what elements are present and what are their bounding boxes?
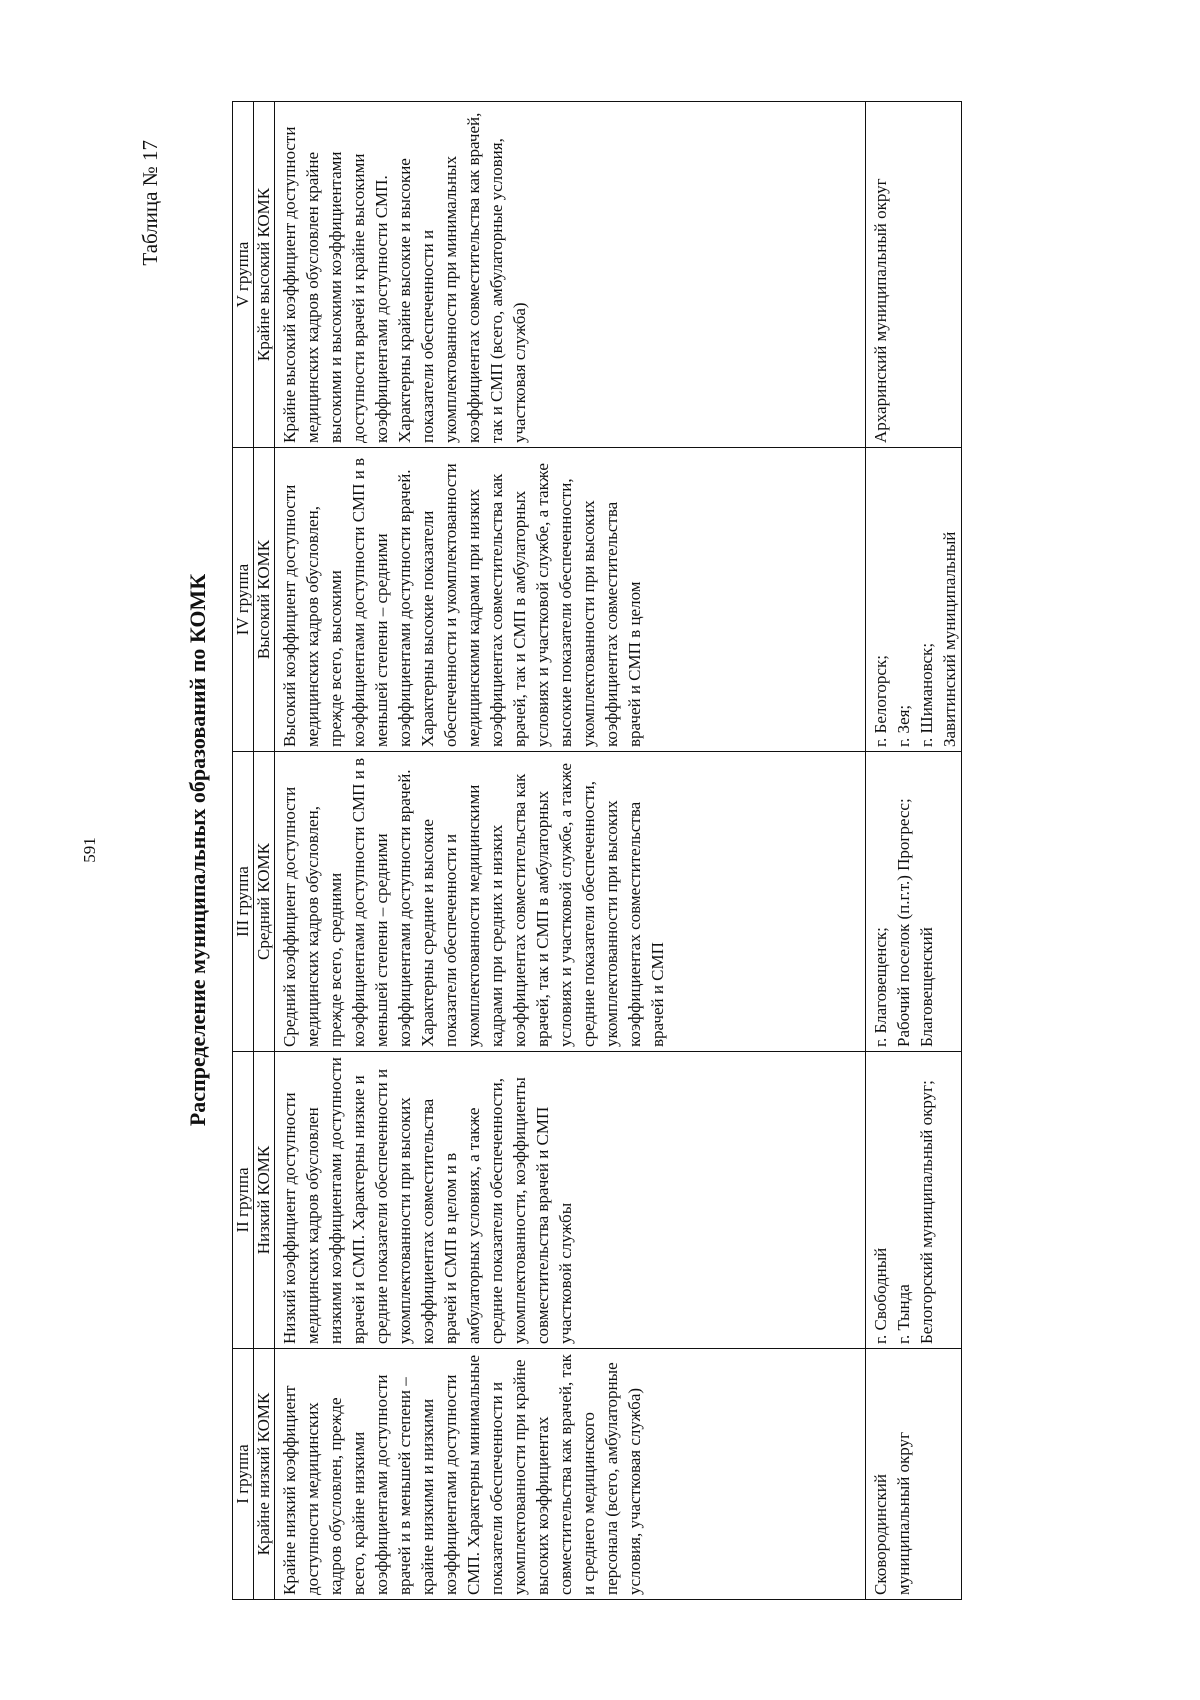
header-level-5: Крайне высокий КОМК xyxy=(254,102,275,448)
municipalities-group-5: Архаринский муниципальный округ xyxy=(866,102,962,448)
header-row-levels xyxy=(254,102,275,1600)
header-group-4: IV группа xyxy=(233,448,254,752)
header-group-3: III группа xyxy=(233,752,254,1052)
header-level-1: Крайне низкий КОМК xyxy=(254,1349,275,1600)
description-group-3: Средний коэффициент доступности медицинских кадров обусловлен, прежде всего, средними коэффициентами доступности СМП и в меньшей степени – средними коэффициентами доступности врачей. Характерны средние и высокие показатели обеспеченности и укомплектованности медицинскими кадрами при средних и низких коэффициентах совместительства как врачей, так и СМП в амбулаторных условиях и участковой службе, а также средние показатели обеспеченности, укомплектованности при высоких коэффициентах совместительства врачей и СМП xyxy=(275,752,866,1052)
header-group-5: V группа xyxy=(233,102,254,448)
header-row-groups xyxy=(233,102,254,1600)
municipalities-group-3: г. Благовещенск; Рабочий поселок (п.г.т.) Прогресс; Благовещенский xyxy=(866,752,962,1052)
municipalities-group-2: г. Свободный г. Тында Белогорский муниципальный округ; xyxy=(866,1052,962,1349)
table-label: Таблица № 17 xyxy=(138,140,162,266)
description-group-1: Крайне низкий коэффициент доступности медицинских кадров обусловлен, прежде всего, крайне низкими коэффициентами доступности врачей и в меньшей степени – крайне низкими и низкими коэффициентами доступности СМП. Характерны минимальные показатели обеспеченности и укомплектованности при крайне высоких коэффициентах совместительства как врачей, так и среднего медицинского персонала (всего, амбулаторные условия, участковая служба) xyxy=(275,1349,866,1600)
page-title: Распределение муниципальных образований по КОМК xyxy=(185,573,210,1127)
municipalities-row xyxy=(866,102,962,1600)
header-level-4: Высокий КОМК xyxy=(254,448,275,752)
header-level-2: Низкий КОМК xyxy=(254,1052,275,1349)
header-level-3: Средний КОМК xyxy=(254,752,275,1052)
municipalities-group-4: г. Белогорск; г. Зея; г. Шимановск; Завитинский муниципальный xyxy=(866,448,962,752)
header-group-2: II группа xyxy=(233,1052,254,1349)
description-group-2: Низкий коэффициент доступности медицинских кадров обусловлен низкими коэффициентами доступности врачей и СМП. Характерны низкие и средние показатели обеспеченности и укомплектованности при высоких коэффициентах совместительства врачей и СМП в целом и в амбулаторных условиях, а также средние показатели обеспеченности, укомплектованности, коэффициенты совместительства врачей и СМП участковой службы xyxy=(275,1052,866,1349)
page-number: 591 xyxy=(80,837,99,863)
description-group-4: Высокий коэффициент доступности медицинских кадров обусловлен, прежде всего, высокими коэффициентами доступности СМП и в меньшей степени – средними коэффициентами доступности врачей. Характерны высокие показатели обеспеченности и укомплектованности медицинскими кадрами при низких коэффициентах совместительства как врачей, так и СМП в амбулаторных условиях и участковой службе, а также высокие показатели обеспеченности, укомплектованности при высоких коэффициентах совместительства врачей и СМП в целом xyxy=(275,448,866,752)
description-row xyxy=(275,102,866,1600)
header-group-1: I группа xyxy=(233,1349,254,1600)
municipalities-group-1: Сковородинский муниципальный округ xyxy=(866,1349,962,1600)
komk-distribution-table xyxy=(232,101,962,1600)
description-group-5: Крайне высокий коэффициент доступности медицинских кадров обусловлен крайне высокими и высокими коэффициентами доступности врачей и крайне высокими коэффициентами доступности СМП. Характерны крайне высокие и высокие показатели обеспеченности и укомплектованности при минимальных коэффициентах совместительства как врачей, так и СМП (всего, амбулаторные условия, участковая служба) xyxy=(275,102,866,448)
